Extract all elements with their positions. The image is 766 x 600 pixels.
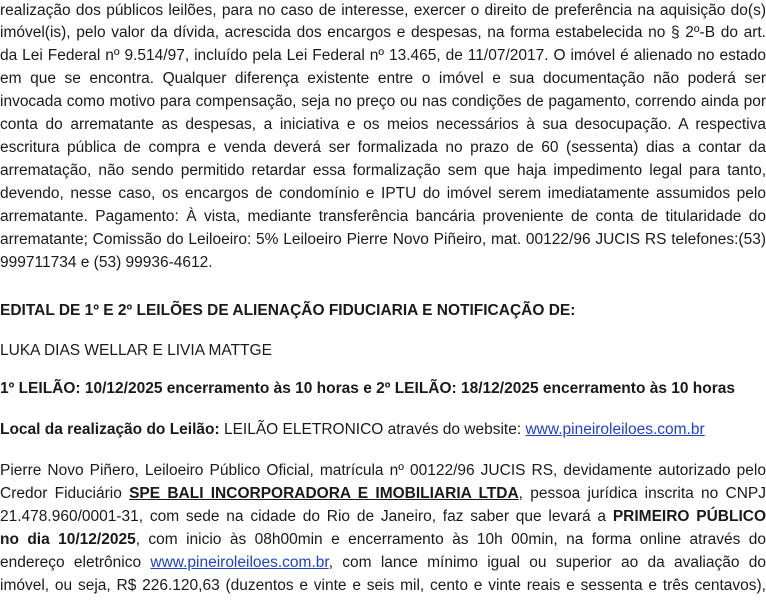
- paragraph-line: escritura pública de compra e venda deverá ser formalizada no prazo de 60 (sessenta) dias a contar da: [0, 139, 766, 156]
- website-link[interactable]: www.pineiroleiloes.com.br: [525, 421, 705, 438]
- debtors-names: LUKA DIAS WELLAR E LIVIA MATTGE: [0, 342, 272, 359]
- paragraph-line: [0, 552, 766, 574]
- auction-location: [0, 419, 766, 441]
- paragraph-line: arrematação, não sendo permitido retardar essa formalização sem que haja impedimento legal para tanto,: [0, 162, 766, 179]
- first-auction-label: PRIMEIRO PÚBLICO: [612, 508, 766, 525]
- paragraph-line: arrematante; Comissão do Leiloeiro: 5% Leiloeiro Pierre Novo Piñeiro, mat. 00122/96 JUCIS RS telefones:(53): [0, 231, 766, 248]
- website-link[interactable]: www.pineiroleiloes.com.br: [150, 554, 329, 571]
- paragraph-line: imóvel(is), pelo valor da dívida, acrescida dos encargos e despesas, na forma estabelecida no § 2º-B do art.: [0, 24, 766, 41]
- location-text: LEILÃO ELETRONICO através do website:: [219, 421, 526, 438]
- paragraph-line: arrematante. Pagamento: À vista, mediante transferência bancária proveniente de conta de titularidade do: [0, 208, 766, 225]
- paragraph-line: [0, 506, 766, 528]
- paragraph-line: em que se encontra. Qualquer diferença existente entre o imóvel e sua documentação não poderá ser: [0, 70, 766, 87]
- text-span: endereço eletrônico: [0, 554, 151, 571]
- paragraph-line: conta do arrematante as despesas, a iniciativa e os meios necessários à sua desocupação. A respectiva: [0, 116, 766, 133]
- paragraph-line: da Lei Federal nº 9.514/97, incluído pela Lei Federal nº 13.465, de 11/07/2017. O imóvel é alienado no estado: [0, 47, 766, 64]
- text-span: , pessoa jurídica inscrita no CNPJ: [518, 485, 766, 502]
- paragraph-line: devendo, nesse caso, os encargos de condomínio e IPTU do imóvel serem imediatamente assumidos pelo: [0, 185, 766, 202]
- paragraph-line: realização dos públicos leilões, para no caso de interesse, exercer o direito de preferência na aquisição do(s): [0, 2, 766, 19]
- paragraph-line: [0, 529, 766, 551]
- paragraph-line: Pierre Novo Piñero, Leiloeiro Público Oficial, matrícula nº 00122/96 JUCIS RS, devidamente autorizado pelo: [0, 462, 766, 479]
- text-span: , com lance mínimo igual ou superior ao da avaliação do: [328, 554, 766, 571]
- auction-dates: 1º LEILÃO: 10/12/2025 encerramento às 10 horas e 2º LEILÃO: 18/12/2025 encerramento às 10 horas: [0, 380, 736, 397]
- text-span: 21.478.960/0001-31, com sede na cidade do Rio de Janeiro, faz saber que levará a: [0, 508, 613, 525]
- paragraph-line: [0, 483, 766, 505]
- location-label: Local da realização do Leilão:: [0, 421, 220, 438]
- paragraph-line: 999711734 e (53) 99936-4612.: [0, 254, 213, 271]
- creditor-name: SPE BALI INCORPORADORA E IMOBILIARIA LTDA: [129, 485, 519, 502]
- first-auction-date: no dia 10/12/2025: [0, 531, 136, 548]
- text-span: , com inicio às 08h00min e encerramento às 10h 00min, na forma online através do: [135, 531, 766, 548]
- text-span: Credor Fiduciário: [0, 485, 130, 502]
- paragraph-line: invocada como motivo para compensação, seja no preço ou nas condições de pagamento, correndo ainda por: [0, 93, 766, 110]
- edital-heading: EDITAL DE 1º E 2º LEILÕES DE ALIENAÇÃO FIDUCIARIA E NOTIFICAÇÃO DE:: [0, 302, 576, 319]
- paragraph-line: imóvel, ou seja, R$ 226.120,63 (duzentos e vinte e seis mil, cento e vinte reais e sessenta e três centavos),: [0, 577, 766, 594]
